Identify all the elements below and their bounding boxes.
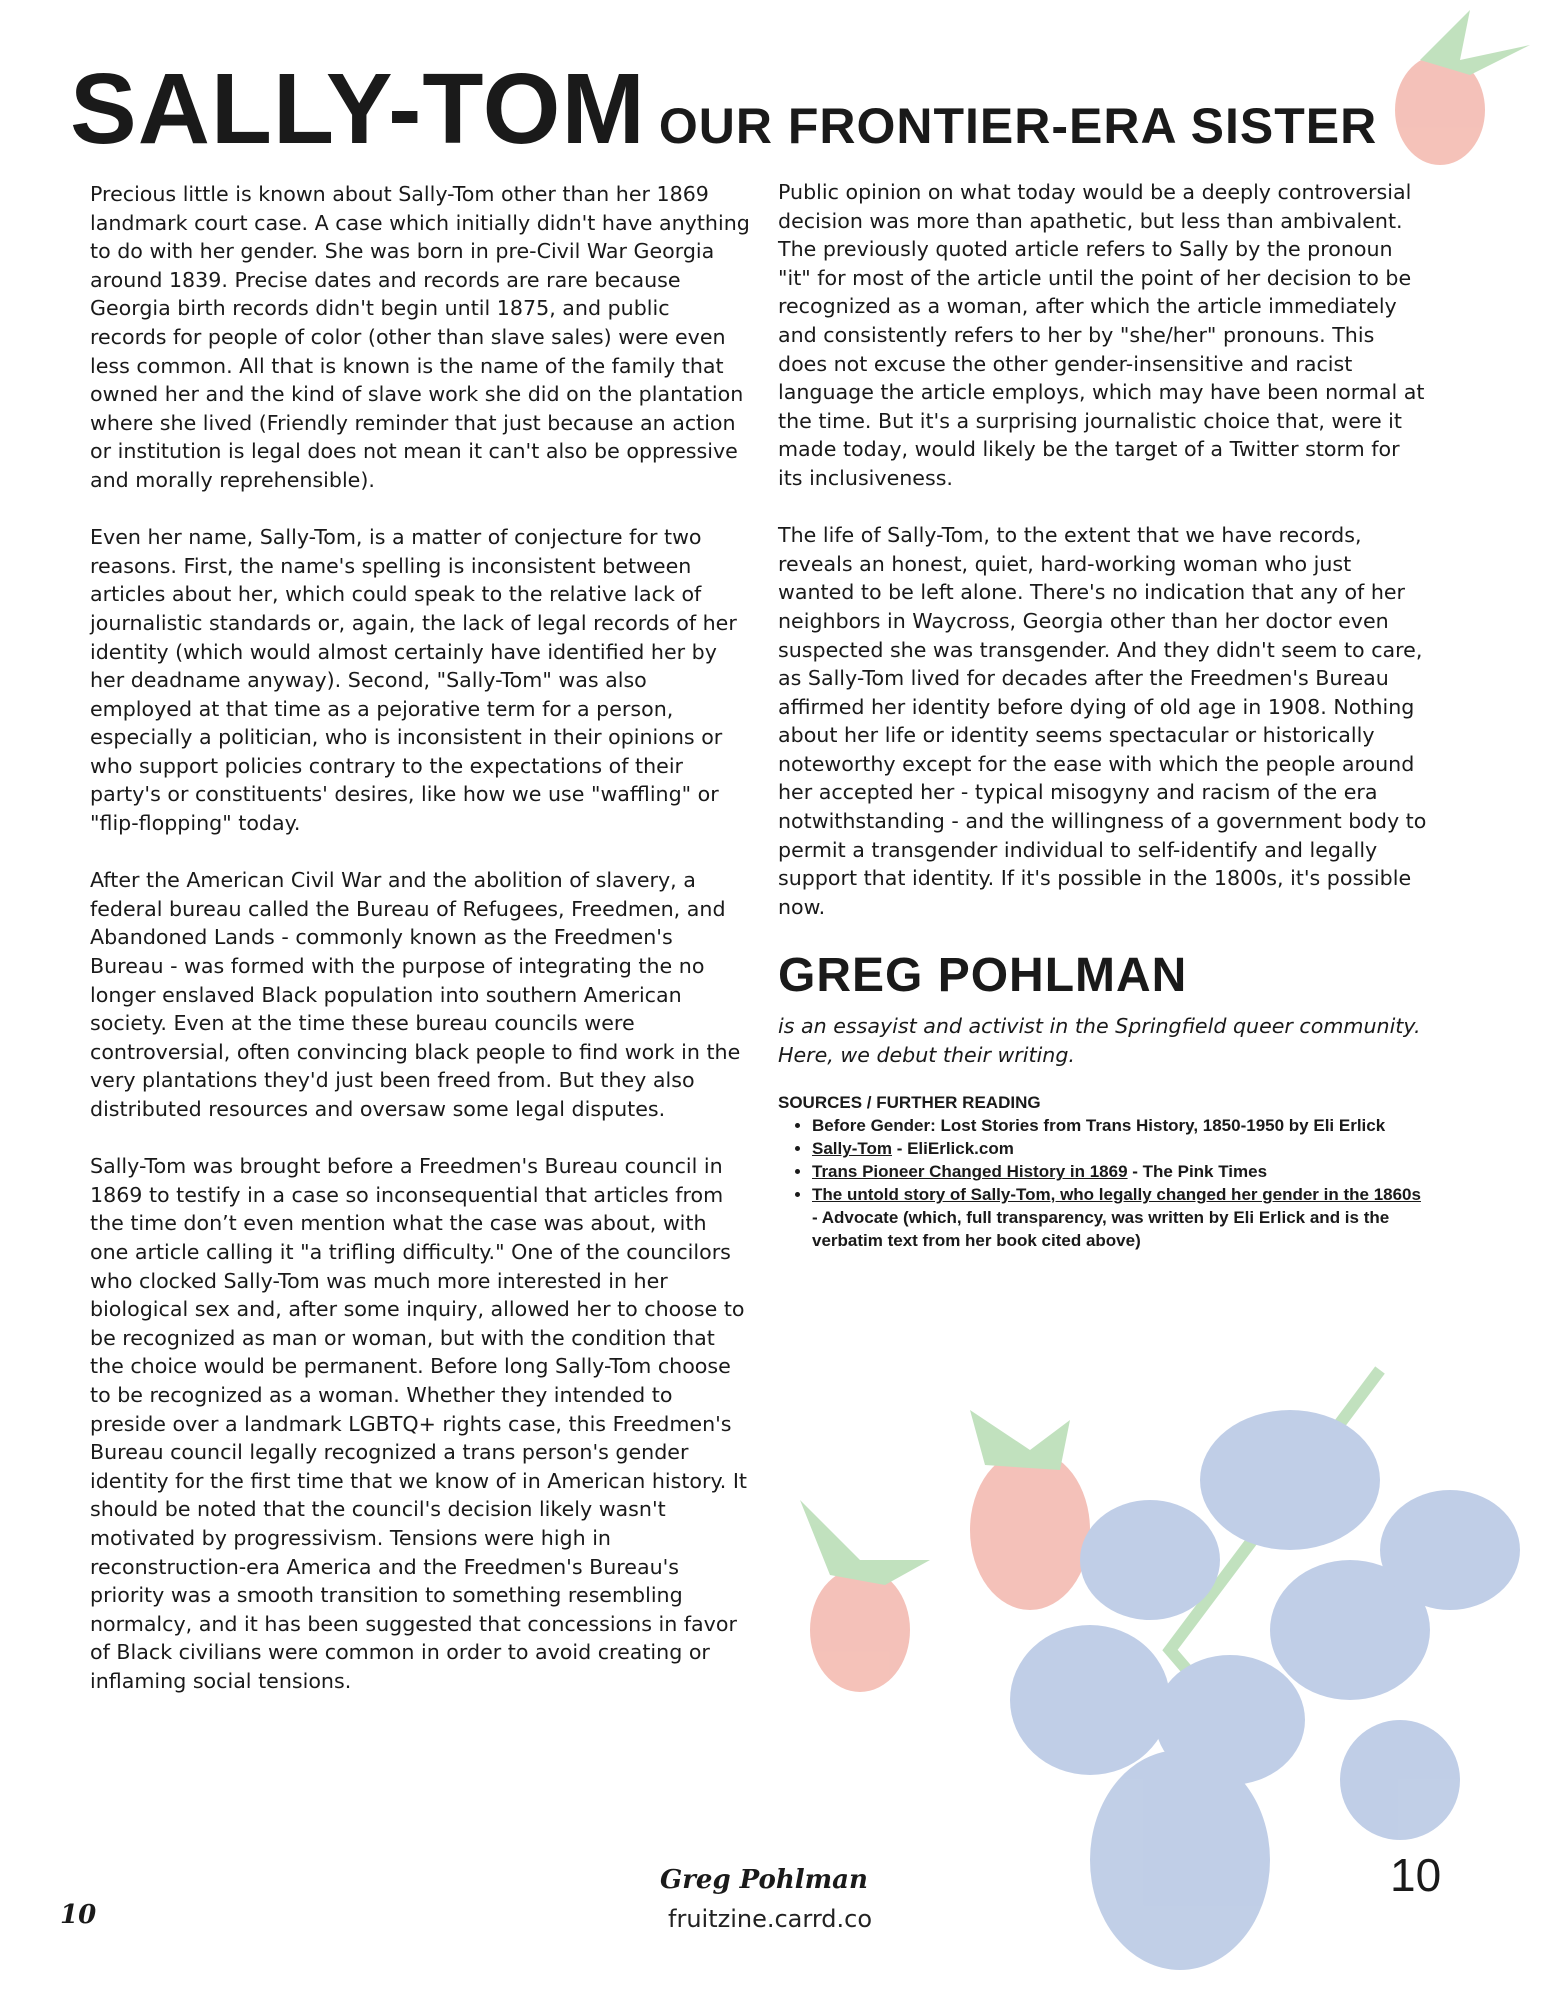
source-text: - Advocate (which, full transparency, was written by Eli Erlick and is the verbatim text from her book cited above) bbox=[812, 1208, 1390, 1251]
footer-author: Greg Pohlman bbox=[660, 1865, 868, 1895]
sources-heading: SOURCES / FURTHER READING bbox=[778, 1093, 1041, 1113]
berry-cluster bbox=[1010, 1410, 1520, 1970]
source-item bbox=[812, 1137, 1428, 1160]
strawberry-small bbox=[810, 1568, 910, 1692]
paragraph: Public opinion on what today would be a deeply controversial decision was more than apathetic, but less than ambivalent. The previously quoted article refers to Sally by the pronoun "it" for most of the article until the point of her decision to be recognized as a woman, after which the article immediately and consistently refers to her by "she/her" pronouns. This does not excuse the other gender-insensitive and racist language the article employs, which may have been normal at the time. But it's a surprising journalistic choice that, were it made today, would likely be the target of a Twitter storm for its inclusiveness. bbox=[778, 180, 1425, 490]
source-item bbox=[812, 1160, 1428, 1183]
author-name: GREG POHLMAN bbox=[778, 949, 1188, 1003]
right-column bbox=[778, 178, 1428, 1252]
source-item bbox=[812, 1183, 1428, 1252]
left-column bbox=[90, 180, 750, 1724]
author-bio: is an essayist and activist in the Springfield queer community. Here, we debut their writing. bbox=[778, 1014, 1421, 1067]
footer-url[interactable]: fruitzine.carrd.co bbox=[668, 1905, 873, 1933]
strawberry-top-right bbox=[1395, 55, 1485, 165]
paragraph: After the American Civil War and the abolition of slavery, a federal bureau called the Bureau of Refugees, Freedmen, and Abandoned Lands - commonly known as the Freedmen's Bureau - was formed with the purpose of integrating the no longer enslaved Black population into southern American society. Even at the time these bureau councils were controversial, often convincing black people to find work in the very plantations they'd just been freed from. But they also distributed resources and oversaw some legal disputes. bbox=[90, 868, 741, 1121]
source-text: Before Gender: Lost Stories from Trans History, 1850-1950 by Eli Erlick bbox=[812, 1116, 1386, 1136]
paragraph: Even her name, Sally-Tom, is a matter of conjecture for two reasons. First, the name's spelling is inconsistent between articles about her, which could speak to the relative lack of journalistic standards or, again, the lack of legal records of her identity (which would almost certainly have identified her by her deadname anyway). Second, "Sally-Tom" was also employed at that time as a pejorative term for a person, especially a politician, who is inconsistent in their opinions or who support policies contrary to the expectations of their party's or constituents' desires, like how we use "waffling" or "flip-flopping" today. bbox=[90, 525, 737, 836]
source-text: - EliErlick.com bbox=[891, 1139, 1014, 1159]
paragraph: The life of Sally-Tom, to the extent that we have records, reveals an honest, quiet, hard-working woman who just wanted to be left alone. There's no indication that any of her neighbors in Waycross, Georgia other than her doctor even suspected she was transgender. And they didn't seem to care, as Sally-Tom lived for decades after the Freedmen's Bureau affirmed her identity before dying of old age in 1908. Nothing about her life or identity seems spectacular or historically noteworthy except for the ease with which the people around her accepted her - typical misogyny and racism of the era notwithstanding - and the willingness of a government body to permit a transgender individual to self-identify and legally support that identity. If it's possible in the 1800s, it's possible now. bbox=[778, 523, 1427, 919]
source-item bbox=[812, 1114, 1428, 1137]
source-link[interactable]: Sally-Tom bbox=[812, 1139, 892, 1159]
paragraph: Precious little is known about Sally-Tom other than her 1869 landmark court case. A case which initially didn't have anything to do with her gender. She was born in pre-Civil War Georgia around 1839. Precise dates and records are rare because Georgia birth records didn't begin until 1875, and public records for people of color (other than slave sales) were even less common. All that is known is the name of the family that owned her and the kind of slave work she did on the plantation where she lived (Friendly reminder that just because an action or institution is legal does not mean it can't also be oppressive and morally reprehensible). bbox=[90, 182, 750, 492]
source-text: - The Pink Times bbox=[1127, 1162, 1268, 1182]
title-subtitle: OUR FRONTIER-ERA SISTER bbox=[658, 98, 1378, 154]
page-number-right: 10 bbox=[1390, 1849, 1442, 1901]
title-main: SALLY-TOM bbox=[70, 53, 646, 165]
paragraph: Sally-Tom was brought before a Freedmen's Bureau council in 1869 to testify in a case so inconsequential that articles from the time don’t even mention what the case was about, with one article calling it "a trifling difficulty." One of the councilors who clocked Sally-Tom was much more interested in her biological sex and, after some inquiry, allowed her to choose to be recognized as man or woman, but with the condition that the choice would be permanent. Before long Sally-Tom choose to be recognized as a woman. Whether they intended to preside over a landmark LGBTQ+ rights case, this Freedmen's Bureau council legally recognized a trans person's gender identity for the first time that we know of in American history. It should be noted that the council's decision likely wasn't motivated by progressivism. Tensions were high in reconstruction-era America and the Freedmen's Bureau's priority was a smooth transition to something resembling normalcy, and it has been suggested that concessions in favor of Black civilians were common in order to avoid creating or inflaming social tensions. bbox=[90, 1154, 747, 1693]
strawberry-large bbox=[970, 1450, 1090, 1610]
source-link[interactable]: The untold story of Sally-Tom, who legally changed her gender in the 1860s bbox=[812, 1185, 1421, 1205]
page-number-left: 10 bbox=[60, 1900, 97, 1930]
sources bbox=[778, 1091, 1428, 1252]
source-link[interactable]: Trans Pioneer Changed History in 1869 bbox=[812, 1162, 1128, 1182]
page-title bbox=[70, 52, 1377, 167]
